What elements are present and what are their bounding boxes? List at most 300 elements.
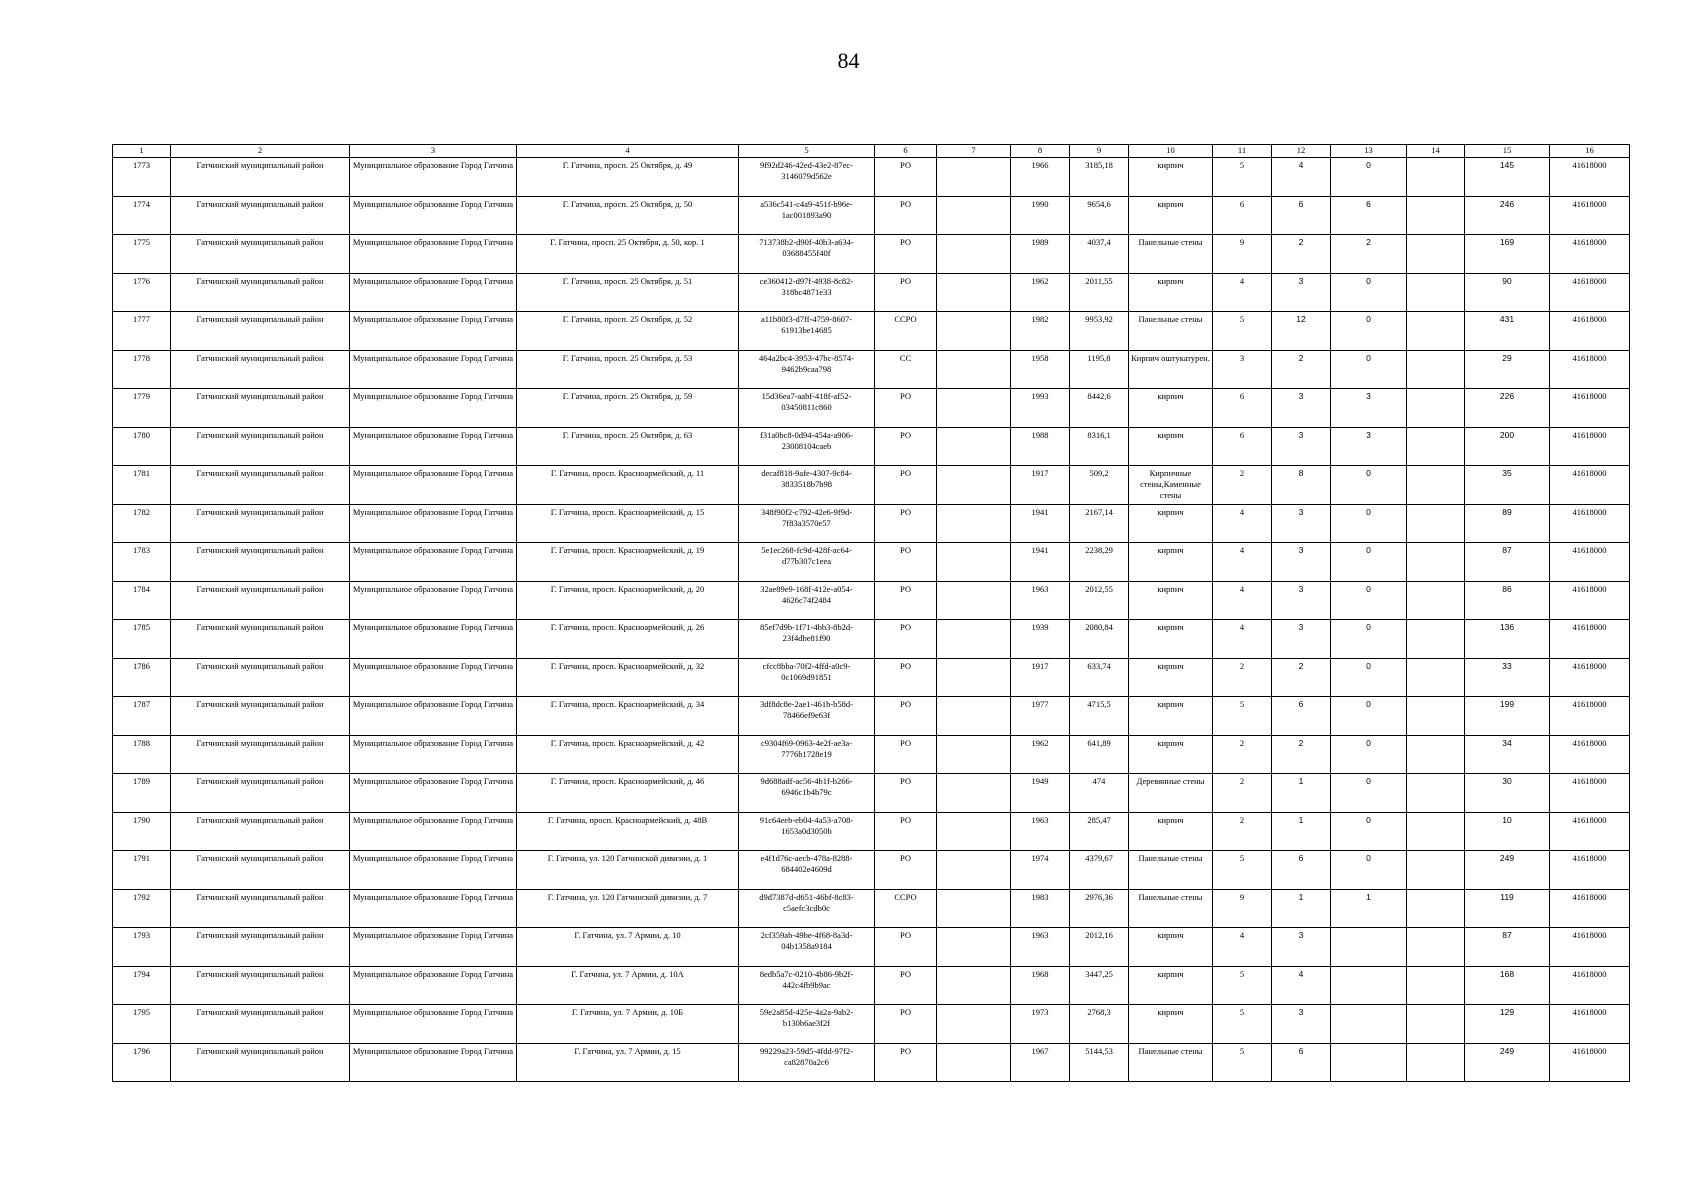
cell-col-4: Г. Гатчина, просп. 25 Октября, д. 53	[517, 350, 739, 389]
cell-col-9: 2976,36	[1070, 889, 1129, 928]
cell-col-15: 199	[1465, 697, 1550, 736]
cell-col-8: 1939	[1011, 620, 1070, 659]
cell-col-5: 85ef7d9b-1f71-4bb3-8b2d-23f4dbe81f90	[739, 620, 875, 659]
cell-col-4: Г. Гатчина, ул. 120 Гатчинской дивизии, д. 7	[517, 889, 739, 928]
cell-col-8: 1974	[1011, 851, 1070, 890]
cell-col-11: 4	[1213, 620, 1272, 659]
cell-col-10: кирпич	[1129, 966, 1213, 1005]
cell-col-2: Гатчинский муниципальный район	[171, 889, 350, 928]
cell-col-9: 9953,92	[1070, 312, 1129, 351]
cell-col-8: 1962	[1011, 735, 1070, 774]
cell-col-16: 41618000	[1550, 1043, 1630, 1082]
cell-col-12: 3	[1272, 273, 1331, 312]
cell-col-14	[1407, 235, 1465, 274]
cell-col-12: 2	[1272, 658, 1331, 697]
cell-col-5: decaf818-9afe-4307-9c84-3833518b7b98	[739, 466, 875, 505]
cell-col-4: Г. Гатчина, просп. 25 Октября, д. 49	[517, 158, 739, 197]
cell-col-2: Гатчинский муниципальный район	[171, 427, 350, 466]
cell-col-1: 1780	[113, 427, 171, 466]
cell-col-7	[937, 581, 1011, 620]
cell-col-7	[937, 1005, 1011, 1044]
cell-col-6: РО	[875, 158, 937, 197]
cell-col-10: кирпич	[1129, 196, 1213, 235]
cell-col-3: Муниципальное образование Город Гатчина	[350, 697, 517, 736]
cell-col-2: Гатчинский муниципальный район	[171, 658, 350, 697]
cell-col-8: 1988	[1011, 427, 1070, 466]
cell-col-7	[937, 543, 1011, 582]
cell-col-9: 8316,1	[1070, 427, 1129, 466]
cell-col-6: РО	[875, 504, 937, 543]
cell-col-11: 5	[1213, 1005, 1272, 1044]
cell-col-7	[937, 504, 1011, 543]
cell-col-9: 1195,8	[1070, 350, 1129, 389]
table-row	[113, 620, 1630, 659]
column-header-15: 15	[1465, 145, 1550, 158]
cell-col-4: Г. Гатчина, просп. 25 Октября, д. 63	[517, 427, 739, 466]
cell-col-13: 0	[1331, 620, 1407, 659]
cell-col-9: 2012,55	[1070, 581, 1129, 620]
cell-col-14	[1407, 658, 1465, 697]
cell-col-6: РО	[875, 466, 937, 505]
cell-col-12: 6	[1272, 851, 1331, 890]
column-header-1: 1	[113, 145, 171, 158]
cell-col-7	[937, 658, 1011, 697]
cell-col-9: 3447,25	[1070, 966, 1129, 1005]
cell-col-2: Гатчинский муниципальный район	[171, 158, 350, 197]
cell-col-16: 41618000	[1550, 196, 1630, 235]
cell-col-15: 33	[1465, 658, 1550, 697]
table-row	[113, 735, 1630, 774]
cell-col-5: e4f1d76c-aecb-478a-8288-684402e4609d	[739, 851, 875, 890]
cell-col-15: 249	[1465, 851, 1550, 890]
cell-col-14	[1407, 466, 1465, 505]
table-row	[113, 697, 1630, 736]
cell-col-12: 3	[1272, 581, 1331, 620]
cell-col-3: Муниципальное образование Город Гатчина	[350, 928, 517, 967]
cell-col-6: РО	[875, 196, 937, 235]
cell-col-15: 90	[1465, 273, 1550, 312]
cell-col-13: 6	[1331, 196, 1407, 235]
cell-col-13: 0	[1331, 581, 1407, 620]
column-header-13: 13	[1331, 145, 1407, 158]
cell-col-13: 0	[1331, 697, 1407, 736]
cell-col-8: 1963	[1011, 812, 1070, 851]
cell-col-3: Муниципальное образование Город Гатчина	[350, 735, 517, 774]
cell-col-6: ССРО	[875, 312, 937, 351]
cell-col-2: Гатчинский муниципальный район	[171, 1005, 350, 1044]
cell-col-9: 2167,14	[1070, 504, 1129, 543]
cell-col-5: a536c541-c4a9-451f-b96e-1ac001893a90	[739, 196, 875, 235]
cell-col-5: ce360412-d97f-4938-8c82-318bc4871e33	[739, 273, 875, 312]
cell-col-9: 2012,16	[1070, 928, 1129, 967]
cell-col-13: 0	[1331, 158, 1407, 197]
cell-col-7	[937, 158, 1011, 197]
cell-col-2: Гатчинский муниципальный район	[171, 466, 350, 505]
cell-col-6: РО	[875, 851, 937, 890]
cell-col-2: Гатчинский муниципальный район	[171, 312, 350, 351]
cell-col-7	[937, 889, 1011, 928]
cell-col-4: Г. Гатчина, просп. Красноармейский, д. 46	[517, 774, 739, 813]
cell-col-16: 41618000	[1550, 812, 1630, 851]
cell-col-11: 2	[1213, 812, 1272, 851]
cell-col-2: Гатчинский муниципальный район	[171, 389, 350, 428]
cell-col-2: Гатчинский муниципальный район	[171, 735, 350, 774]
column-header-10: 10	[1129, 145, 1213, 158]
column-header-8: 8	[1011, 145, 1070, 158]
table-header	[113, 145, 1630, 158]
column-header-3: 3	[350, 145, 517, 158]
cell-col-13: 0	[1331, 504, 1407, 543]
cell-col-8: 1958	[1011, 350, 1070, 389]
page-number: 84	[837, 48, 860, 73]
cell-col-1: 1781	[113, 466, 171, 505]
cell-col-6: СС	[875, 350, 937, 389]
cell-col-1: 1789	[113, 774, 171, 813]
cell-col-8: 1963	[1011, 581, 1070, 620]
cell-col-12: 3	[1272, 427, 1331, 466]
cell-col-1: 1775	[113, 235, 171, 274]
cell-col-5: 348f90f2-c792-42e6-9f9d-7f83a3570e57	[739, 504, 875, 543]
cell-col-10: кирпич	[1129, 273, 1213, 312]
cell-col-9: 633,74	[1070, 658, 1129, 697]
cell-col-14	[1407, 697, 1465, 736]
cell-col-6: РО	[875, 235, 937, 274]
cell-col-5: 2cf359ab-49be-4f68-8a3d-04b1358a9184	[739, 928, 875, 967]
cell-col-7	[937, 697, 1011, 736]
cell-col-1: 1783	[113, 543, 171, 582]
cell-col-2: Гатчинский муниципальный район	[171, 543, 350, 582]
cell-col-9: 5144,53	[1070, 1043, 1129, 1082]
cell-col-1: 1791	[113, 851, 171, 890]
cell-col-12: 1	[1272, 812, 1331, 851]
cell-col-8: 1967	[1011, 1043, 1070, 1082]
cell-col-7	[937, 774, 1011, 813]
cell-col-1: 1777	[113, 312, 171, 351]
cell-col-14	[1407, 543, 1465, 582]
cell-col-10: Панельные стены	[1129, 851, 1213, 890]
cell-col-9: 2011,55	[1070, 273, 1129, 312]
cell-col-11: 2	[1213, 774, 1272, 813]
cell-col-5: 8edb5a7c-0210-4b86-9b2f-442c4fb9b9ac	[739, 966, 875, 1005]
cell-col-10: кирпич	[1129, 427, 1213, 466]
cell-col-4: Г. Гатчина, просп. 25 Октября, д. 52	[517, 312, 739, 351]
cell-col-10: кирпич	[1129, 504, 1213, 543]
housing-registry-table	[112, 144, 1630, 1082]
table-row	[113, 851, 1630, 890]
cell-col-9: 2238,29	[1070, 543, 1129, 582]
cell-col-6: РО	[875, 658, 937, 697]
cell-col-10: кирпич	[1129, 389, 1213, 428]
column-header-4: 4	[517, 145, 739, 158]
cell-col-1: 1787	[113, 697, 171, 736]
cell-col-10: кирпич	[1129, 812, 1213, 851]
table-row	[113, 889, 1630, 928]
cell-col-12: 3	[1272, 620, 1331, 659]
cell-col-1: 1786	[113, 658, 171, 697]
cell-col-9: 4379,67	[1070, 851, 1129, 890]
cell-col-13	[1331, 1005, 1407, 1044]
cell-col-7	[937, 235, 1011, 274]
cell-col-16: 41618000	[1550, 427, 1630, 466]
table-row	[113, 966, 1630, 1005]
cell-col-3: Муниципальное образование Город Гатчина	[350, 543, 517, 582]
cell-col-6: РО	[875, 273, 937, 312]
cell-col-15: 431	[1465, 312, 1550, 351]
cell-col-1: 1773	[113, 158, 171, 197]
cell-col-16: 41618000	[1550, 389, 1630, 428]
cell-col-6: РО	[875, 774, 937, 813]
cell-col-3: Муниципальное образование Город Гатчина	[350, 427, 517, 466]
cell-col-6: РО	[875, 1005, 937, 1044]
cell-col-9: 509,2	[1070, 466, 1129, 505]
cell-col-11: 9	[1213, 889, 1272, 928]
cell-col-15: 246	[1465, 196, 1550, 235]
cell-col-4: Г. Гатчина, просп. 25 Октября, д. 50	[517, 196, 739, 235]
cell-col-8: 1977	[1011, 697, 1070, 736]
cell-col-8: 1989	[1011, 235, 1070, 274]
column-header-14: 14	[1407, 145, 1465, 158]
cell-col-12: 2	[1272, 350, 1331, 389]
cell-col-16: 41618000	[1550, 697, 1630, 736]
cell-col-6: РО	[875, 966, 937, 1005]
cell-col-7	[937, 389, 1011, 428]
column-header-5: 5	[739, 145, 875, 158]
cell-col-3: Муниципальное образование Город Гатчина	[350, 966, 517, 1005]
cell-col-7	[937, 466, 1011, 505]
table-row	[113, 389, 1630, 428]
cell-col-13: 0	[1331, 350, 1407, 389]
cell-col-11: 6	[1213, 427, 1272, 466]
cell-col-4: Г. Гатчина, ул. 7 Армии, д. 15	[517, 1043, 739, 1082]
cell-col-8: 1941	[1011, 504, 1070, 543]
cell-col-3: Муниципальное образование Город Гатчина	[350, 196, 517, 235]
cell-col-10: кирпич	[1129, 928, 1213, 967]
cell-col-16: 41618000	[1550, 466, 1630, 505]
cell-col-8: 1917	[1011, 466, 1070, 505]
cell-col-14	[1407, 1043, 1465, 1082]
cell-col-15: 89	[1465, 504, 1550, 543]
cell-col-15: 34	[1465, 735, 1550, 774]
cell-col-11: 5	[1213, 697, 1272, 736]
cell-col-8: 1982	[1011, 312, 1070, 351]
cell-col-4: Г. Гатчина, просп. Красноармейский, д. 42	[517, 735, 739, 774]
cell-col-3: Муниципальное образование Город Гатчина	[350, 851, 517, 890]
cell-col-7	[937, 735, 1011, 774]
cell-col-10: Деревянные стены	[1129, 774, 1213, 813]
cell-col-10: кирпич	[1129, 543, 1213, 582]
cell-col-8: 1983	[1011, 889, 1070, 928]
cell-col-11: 5	[1213, 158, 1272, 197]
cell-col-4: Г. Гатчина, просп. Красноармейский, д. 26	[517, 620, 739, 659]
cell-col-1: 1788	[113, 735, 171, 774]
cell-col-3: Муниципальное образование Город Гатчина	[350, 889, 517, 928]
cell-col-14	[1407, 735, 1465, 774]
cell-col-15: 87	[1465, 543, 1550, 582]
cell-col-4: Г. Гатчина, ул. 7 Армии, д. 10А	[517, 966, 739, 1005]
cell-col-13: 0	[1331, 466, 1407, 505]
cell-col-12: 6	[1272, 196, 1331, 235]
cell-col-1: 1795	[113, 1005, 171, 1044]
cell-col-16: 41618000	[1550, 235, 1630, 274]
cell-col-16: 41618000	[1550, 158, 1630, 197]
cell-col-10: Панельные стены	[1129, 312, 1213, 351]
cell-col-11: 4	[1213, 581, 1272, 620]
cell-col-2: Гатчинский муниципальный район	[171, 928, 350, 967]
cell-col-15: 35	[1465, 466, 1550, 505]
cell-col-13: 3	[1331, 389, 1407, 428]
cell-col-13: 0	[1331, 543, 1407, 582]
cell-col-11: 4	[1213, 543, 1272, 582]
cell-col-13: 0	[1331, 735, 1407, 774]
cell-col-11: 3	[1213, 350, 1272, 389]
cell-col-2: Гатчинский муниципальный район	[171, 504, 350, 543]
cell-col-3: Муниципальное образование Город Гатчина	[350, 1005, 517, 1044]
cell-col-16: 41618000	[1550, 735, 1630, 774]
table-row	[113, 812, 1630, 851]
cell-col-1: 1778	[113, 350, 171, 389]
column-header-11: 11	[1213, 145, 1272, 158]
cell-col-15: 226	[1465, 389, 1550, 428]
cell-col-5: 32ae89e9-168f-412e-a054-4626c74f2484	[739, 581, 875, 620]
cell-col-2: Гатчинский муниципальный район	[171, 235, 350, 274]
cell-col-3: Муниципальное образование Город Гатчина	[350, 389, 517, 428]
cell-col-11: 4	[1213, 273, 1272, 312]
cell-col-15: 145	[1465, 158, 1550, 197]
cell-col-11: 9	[1213, 235, 1272, 274]
cell-col-3: Муниципальное образование Город Гатчина	[350, 235, 517, 274]
cell-col-3: Муниципальное образование Город Гатчина	[350, 620, 517, 659]
cell-col-8: 1949	[1011, 774, 1070, 813]
cell-col-11: 2	[1213, 735, 1272, 774]
cell-col-2: Гатчинский муниципальный район	[171, 851, 350, 890]
cell-col-14	[1407, 851, 1465, 890]
cell-col-12: 3	[1272, 504, 1331, 543]
cell-col-15: 200	[1465, 427, 1550, 466]
cell-col-13	[1331, 1043, 1407, 1082]
cell-col-10: кирпич	[1129, 158, 1213, 197]
table-row	[113, 273, 1630, 312]
cell-col-10: кирпич	[1129, 620, 1213, 659]
cell-col-5: 15d36ea7-aabf-418f-af52-03450811c860	[739, 389, 875, 428]
table-row	[113, 196, 1630, 235]
cell-col-1: 1776	[113, 273, 171, 312]
cell-col-14	[1407, 774, 1465, 813]
cell-col-13: 0	[1331, 851, 1407, 890]
column-header-12: 12	[1272, 145, 1331, 158]
cell-col-7	[937, 196, 1011, 235]
cell-col-8: 1968	[1011, 966, 1070, 1005]
cell-col-6: РО	[875, 389, 937, 428]
cell-col-4: Г. Гатчина, просп. Красноармейский, д. 34	[517, 697, 739, 736]
cell-col-10: Панельные стены	[1129, 1043, 1213, 1082]
cell-col-14	[1407, 889, 1465, 928]
table-row	[113, 504, 1630, 543]
cell-col-5: 713738b2-d90f-40b3-a634-03688455f40f	[739, 235, 875, 274]
cell-col-10: кирпич	[1129, 735, 1213, 774]
cell-col-11: 6	[1213, 389, 1272, 428]
cell-col-7	[937, 350, 1011, 389]
cell-col-16: 41618000	[1550, 504, 1630, 543]
cell-col-8: 1993	[1011, 389, 1070, 428]
cell-col-10: кирпич	[1129, 1005, 1213, 1044]
table-row	[113, 427, 1630, 466]
cell-col-7	[937, 620, 1011, 659]
cell-col-15: 119	[1465, 889, 1550, 928]
cell-col-16: 41618000	[1550, 581, 1630, 620]
cell-col-16: 41618000	[1550, 774, 1630, 813]
cell-col-10: кирпич	[1129, 658, 1213, 697]
cell-col-3: Муниципальное образование Город Гатчина	[350, 1043, 517, 1082]
cell-col-2: Гатчинский муниципальный район	[171, 620, 350, 659]
cell-col-11: 6	[1213, 196, 1272, 235]
cell-col-2: Гатчинский муниципальный район	[171, 812, 350, 851]
cell-col-14	[1407, 928, 1465, 967]
cell-col-3: Муниципальное образование Город Гатчина	[350, 273, 517, 312]
cell-col-14	[1407, 966, 1465, 1005]
cell-col-5: 3df8dc8e-2ae1-461b-b58d-78466ef9e63f	[739, 697, 875, 736]
cell-col-16: 41618000	[1550, 620, 1630, 659]
table-row	[113, 543, 1630, 582]
cell-col-5: 91c64eeb-eb04-4a53-a708-1653a0d3050b	[739, 812, 875, 851]
cell-col-9: 474	[1070, 774, 1129, 813]
cell-col-15: 10	[1465, 812, 1550, 851]
cell-col-4: Г. Гатчина, просп. Красноармейский, д. 20	[517, 581, 739, 620]
cell-col-14	[1407, 312, 1465, 351]
cell-col-1: 1784	[113, 581, 171, 620]
cell-col-4: Г. Гатчина, просп. Красноармейский, д. 15	[517, 504, 739, 543]
cell-col-9: 641,89	[1070, 735, 1129, 774]
cell-col-1: 1790	[113, 812, 171, 851]
cell-col-14	[1407, 350, 1465, 389]
cell-col-5: 9d688adf-ac56-4b1f-b266-6946c1b4b79c	[739, 774, 875, 813]
cell-col-7	[937, 1043, 1011, 1082]
cell-col-3: Муниципальное образование Город Гатчина	[350, 812, 517, 851]
cell-col-3: Муниципальное образование Город Гатчина	[350, 504, 517, 543]
cell-col-3: Муниципальное образование Город Гатчина	[350, 658, 517, 697]
table-row	[113, 774, 1630, 813]
cell-col-14	[1407, 158, 1465, 197]
cell-col-13: 0	[1331, 774, 1407, 813]
cell-col-11: 5	[1213, 312, 1272, 351]
cell-col-15: 136	[1465, 620, 1550, 659]
cell-col-7	[937, 851, 1011, 890]
cell-col-13: 3	[1331, 427, 1407, 466]
cell-col-15: 129	[1465, 1005, 1550, 1044]
cell-col-7	[937, 273, 1011, 312]
cell-col-6: РО	[875, 812, 937, 851]
cell-col-2: Гатчинский муниципальный район	[171, 273, 350, 312]
cell-col-12: 8	[1272, 466, 1331, 505]
cell-col-10: Панельные стены	[1129, 889, 1213, 928]
cell-col-2: Гатчинский муниципальный район	[171, 697, 350, 736]
cell-col-6: РО	[875, 427, 937, 466]
cell-col-14	[1407, 1005, 1465, 1044]
cell-col-3: Муниципальное образование Город Гатчина	[350, 774, 517, 813]
cell-col-6: РО	[875, 620, 937, 659]
table-body	[113, 158, 1630, 1082]
cell-col-11: 2	[1213, 466, 1272, 505]
cell-col-12: 3	[1272, 543, 1331, 582]
cell-col-15: 169	[1465, 235, 1550, 274]
table-row	[113, 235, 1630, 274]
table-row	[113, 928, 1630, 967]
cell-col-5: 5e1ec268-fc9d-428f-ac64-d77b307c1eea	[739, 543, 875, 582]
cell-col-1: 1796	[113, 1043, 171, 1082]
cell-col-7	[937, 312, 1011, 351]
cell-col-16: 41618000	[1550, 543, 1630, 582]
cell-col-2: Гатчинский муниципальный район	[171, 966, 350, 1005]
cell-col-10: Кирпичные стены,Каменные стены	[1129, 466, 1213, 505]
